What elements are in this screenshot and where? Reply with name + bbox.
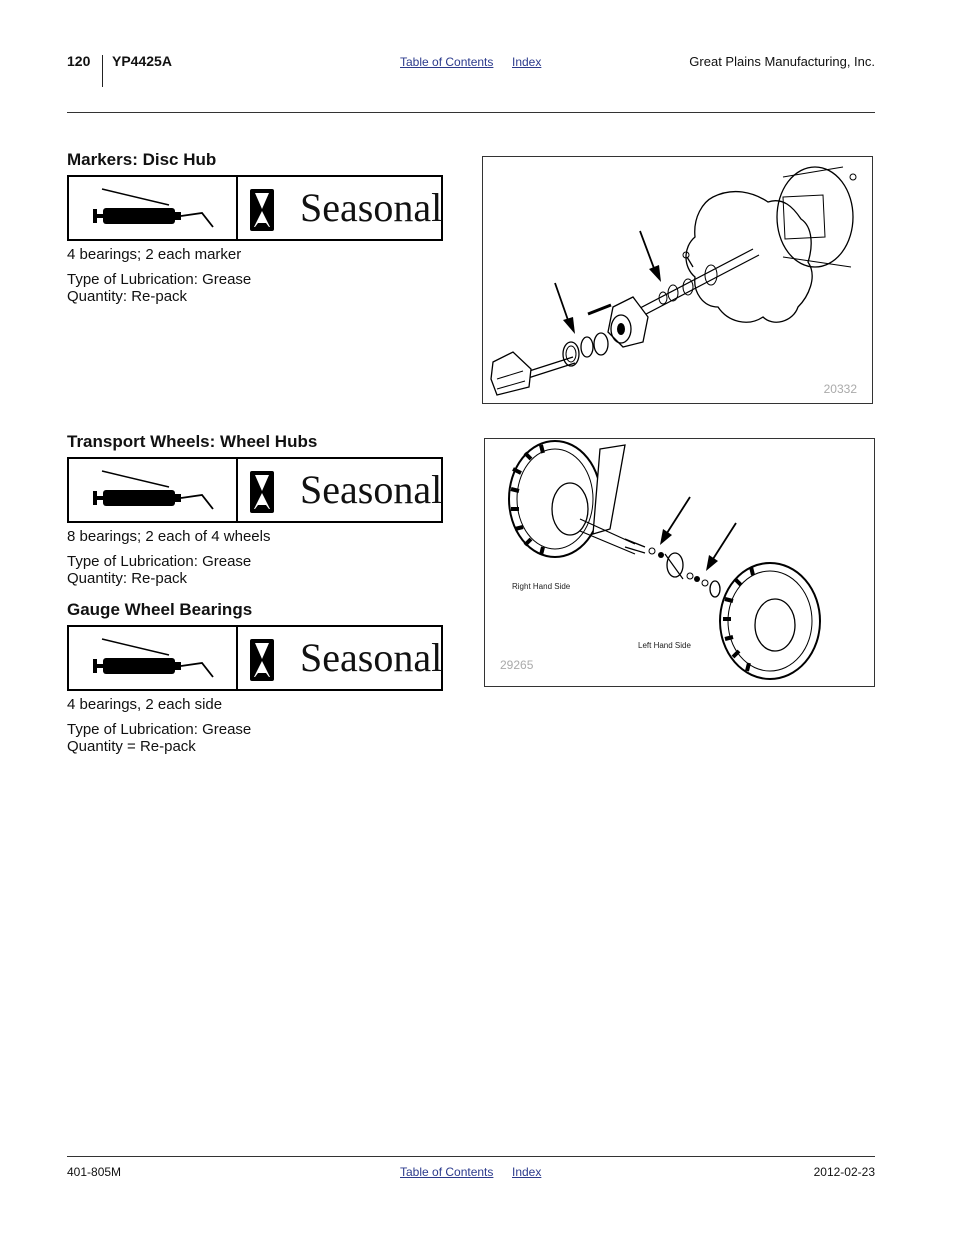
- quantity-text: Quantity: Re-pack: [67, 570, 188, 587]
- company-name: Great Plains Manufacturing, Inc.: [689, 54, 875, 69]
- wheel-hubs-figure: [484, 438, 875, 687]
- hourglass-icon: [250, 189, 274, 231]
- footer-index-link[interactable]: Index: [512, 1165, 542, 1179]
- header-rule: [67, 112, 875, 113]
- right-hand-side-label: Right Hand Side: [512, 582, 571, 591]
- interval-label: Seasonal: [300, 467, 443, 512]
- header-divider: [102, 55, 103, 87]
- footer-date: 2012-02-23: [813, 1165, 875, 1179]
- bearings-text: 4 bearings, 2 each side: [67, 696, 223, 713]
- header-index-link[interactable]: Index: [512, 55, 542, 69]
- left-hand-side-label: Left Hand Side: [638, 641, 691, 650]
- section-title-gauge-wheel: Gauge Wheel Bearings: [67, 600, 253, 619]
- grease-gun-icon: [69, 627, 238, 689]
- section-title-disc-hub: Markers: Disc Hub: [67, 150, 217, 169]
- lube-interval-box-wheel-hubs: [67, 457, 443, 523]
- lube-type-text: Type of Lubrication: Grease: [67, 271, 252, 288]
- quantity-text: Quantity: Re-pack: [67, 288, 188, 305]
- interval-label: Seasonal: [300, 635, 443, 680]
- section-title-wheel-hubs: Transport Wheels: Wheel Hubs: [67, 432, 318, 451]
- footer-toc-link[interactable]: Table of Contents: [400, 1165, 494, 1179]
- disc-hub-figure: [482, 156, 873, 404]
- lube-interval-box-disc-hub: [67, 175, 443, 241]
- quantity-text: Quantity = Re-pack: [67, 738, 196, 755]
- lube-type-text: Type of Lubrication: Grease: [67, 721, 252, 738]
- hourglass-icon: [250, 639, 274, 681]
- model-number: YP4425A: [112, 53, 172, 69]
- doc-number: 401-805M: [67, 1165, 122, 1179]
- grease-gun-icon: [69, 177, 238, 239]
- lube-interval-box-gauge-wheel: [67, 625, 443, 691]
- page-number: 120: [67, 53, 91, 69]
- footer-rule: [67, 1156, 875, 1157]
- grease-gun-icon: [69, 459, 238, 521]
- lube-type-text: Type of Lubrication: Grease: [67, 553, 252, 570]
- figure-number: 29265: [500, 658, 534, 672]
- bearings-text: 4 bearings; 2 each marker: [67, 246, 242, 263]
- bearings-text: 8 bearings; 2 each of 4 wheels: [67, 528, 271, 545]
- header-toc-link[interactable]: Table of Contents: [400, 55, 494, 69]
- disc-hub-diagram: [483, 157, 872, 403]
- hourglass-icon: [250, 471, 274, 513]
- interval-label: Seasonal: [300, 185, 443, 230]
- figure-number: 20332: [823, 382, 857, 396]
